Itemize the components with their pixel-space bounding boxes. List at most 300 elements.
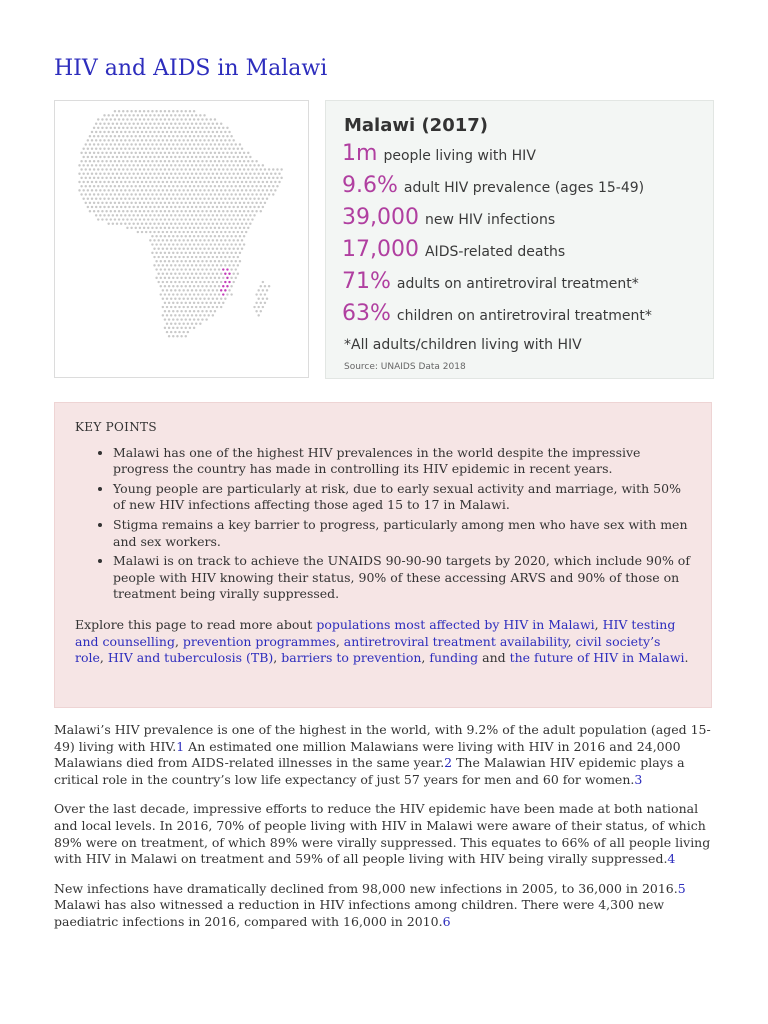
link-barriers[interactable]: barriers to prevention bbox=[281, 650, 422, 666]
map-dot bbox=[228, 147, 230, 149]
map-dot bbox=[143, 210, 145, 212]
map-dot bbox=[274, 181, 276, 183]
map-dot bbox=[185, 168, 187, 170]
map-dot bbox=[160, 227, 162, 229]
map-dot bbox=[118, 143, 120, 145]
map-dot bbox=[189, 260, 191, 262]
map-dot bbox=[164, 227, 166, 229]
map-dot bbox=[112, 172, 114, 174]
map-dot bbox=[147, 152, 149, 154]
map-dot bbox=[153, 264, 155, 266]
map-dot bbox=[162, 122, 164, 124]
map-dot bbox=[230, 143, 232, 145]
separator: . bbox=[684, 650, 689, 666]
map-dot bbox=[185, 260, 187, 262]
map-dot bbox=[122, 152, 124, 154]
map-dot bbox=[87, 181, 89, 183]
link-populations[interactable]: populations most affected by HIV in Malawi bbox=[316, 616, 595, 632]
map-dot bbox=[101, 118, 103, 120]
map-dot bbox=[160, 210, 162, 212]
map-dot bbox=[172, 335, 174, 337]
map-dot bbox=[199, 189, 201, 191]
map-dot bbox=[247, 218, 249, 220]
map-dot bbox=[85, 160, 87, 162]
map-dot bbox=[241, 172, 243, 174]
map-dot bbox=[132, 139, 134, 141]
map-dot bbox=[149, 172, 151, 174]
map-dot bbox=[170, 231, 172, 233]
link-funding[interactable]: funding bbox=[429, 650, 479, 666]
map-dot bbox=[130, 127, 132, 129]
map-dot bbox=[199, 181, 201, 183]
map-dot bbox=[226, 168, 228, 170]
map-dot bbox=[239, 160, 241, 162]
map-dot bbox=[126, 135, 128, 137]
map-dot bbox=[137, 122, 139, 124]
map-dot bbox=[232, 281, 234, 283]
map-dot bbox=[174, 331, 176, 333]
map-dot bbox=[116, 156, 118, 158]
map-dot bbox=[243, 227, 245, 229]
map-dot bbox=[149, 156, 151, 158]
map-dot bbox=[89, 160, 91, 162]
map-dot bbox=[251, 193, 253, 195]
map-dot bbox=[120, 189, 122, 191]
map-dot bbox=[174, 189, 176, 191]
map-dot bbox=[228, 131, 230, 133]
map-dot bbox=[85, 143, 87, 145]
map-dot bbox=[101, 160, 103, 162]
map-dot bbox=[197, 193, 199, 195]
map-dot bbox=[191, 139, 193, 141]
map-dot bbox=[180, 127, 182, 129]
footnote-ref-4[interactable]: 4 bbox=[667, 851, 676, 867]
map-dot bbox=[124, 114, 126, 116]
map-dot bbox=[243, 202, 245, 204]
map-dot bbox=[160, 135, 162, 137]
map-dot bbox=[235, 260, 237, 262]
map-dot bbox=[93, 152, 95, 154]
map-dot bbox=[187, 197, 189, 199]
map-dot bbox=[276, 168, 278, 170]
map-dot bbox=[205, 177, 207, 179]
map-dot bbox=[180, 260, 182, 262]
map-dot bbox=[178, 122, 180, 124]
footnote-ref-3[interactable]: 3 bbox=[634, 771, 643, 787]
map-dot bbox=[257, 189, 259, 191]
map-dot bbox=[170, 139, 172, 141]
link-tb[interactable]: HIV and tuberculosis (TB) bbox=[107, 650, 274, 666]
map-dot bbox=[185, 177, 187, 179]
map-dot bbox=[122, 135, 124, 137]
malawi-dot bbox=[224, 281, 226, 283]
map-dot bbox=[232, 264, 234, 266]
map-dot bbox=[126, 143, 128, 145]
map-dot bbox=[182, 206, 184, 208]
link-treatment[interactable]: antiretroviral treatment availability bbox=[343, 633, 568, 649]
map-dot bbox=[162, 297, 164, 299]
map-dot bbox=[164, 252, 166, 254]
map-dot bbox=[243, 193, 245, 195]
map-dot bbox=[239, 152, 241, 154]
map-dot bbox=[197, 277, 199, 279]
map-dot bbox=[243, 160, 245, 162]
map-dot bbox=[176, 135, 178, 137]
map-dot bbox=[178, 256, 180, 258]
map-dot bbox=[189, 160, 191, 162]
map-dot bbox=[137, 181, 139, 183]
map-dot bbox=[164, 293, 166, 295]
map-dot bbox=[226, 143, 228, 145]
map-dot bbox=[220, 264, 222, 266]
map-dot bbox=[257, 289, 259, 291]
map-dot bbox=[151, 210, 153, 212]
map-dot bbox=[216, 239, 218, 241]
map-dot bbox=[172, 193, 174, 195]
map-dot bbox=[224, 206, 226, 208]
text: New infections have dramatically declined from 98,000 new infections in 2005, to 36,000 in 2016. bbox=[54, 880, 678, 896]
map-dot bbox=[107, 172, 109, 174]
map-dot bbox=[222, 302, 224, 304]
map-dot bbox=[139, 210, 141, 212]
map-dot bbox=[170, 164, 172, 166]
map-dot bbox=[160, 193, 162, 195]
map-dot bbox=[174, 206, 176, 208]
map-dot bbox=[199, 264, 201, 266]
map-dot bbox=[147, 110, 149, 112]
map-dot bbox=[237, 231, 239, 233]
map-dot bbox=[105, 193, 107, 195]
map-dot bbox=[114, 160, 116, 162]
map-dot bbox=[228, 214, 230, 216]
link-testing[interactable]: HIV testing and counselling bbox=[75, 616, 676, 649]
map-dot bbox=[197, 252, 199, 254]
map-dot bbox=[174, 222, 176, 224]
map-dot bbox=[162, 314, 164, 316]
map-dot bbox=[124, 206, 126, 208]
map-dot bbox=[241, 231, 243, 233]
map-dot bbox=[191, 272, 193, 274]
map-dot bbox=[107, 131, 109, 133]
map-dot bbox=[199, 239, 201, 241]
map-dot bbox=[97, 185, 99, 187]
map-dot bbox=[145, 147, 147, 149]
map-dot bbox=[218, 260, 220, 262]
map-dot bbox=[82, 172, 84, 174]
map-dot bbox=[139, 202, 141, 204]
map-dot bbox=[255, 177, 257, 179]
map-dot bbox=[182, 331, 184, 333]
map-dot bbox=[216, 139, 218, 141]
map-dot bbox=[164, 310, 166, 312]
map-dot bbox=[157, 197, 159, 199]
map-dot bbox=[212, 297, 214, 299]
map-dot bbox=[245, 214, 247, 216]
map-dot bbox=[216, 172, 218, 174]
map-dot bbox=[228, 156, 230, 158]
map-dot bbox=[160, 143, 162, 145]
map-dot bbox=[153, 181, 155, 183]
map-dot bbox=[182, 181, 184, 183]
link-prevention[interactable]: prevention programmes bbox=[182, 633, 336, 649]
map-dot bbox=[135, 193, 137, 195]
map-dot bbox=[230, 252, 232, 254]
map-dot bbox=[210, 310, 212, 312]
map-dot bbox=[205, 235, 207, 237]
map-dot bbox=[195, 156, 197, 158]
map-dot bbox=[180, 327, 182, 329]
map-dot bbox=[262, 289, 264, 291]
map-dot bbox=[143, 193, 145, 195]
map-dot bbox=[126, 177, 128, 179]
footnote-ref-1[interactable]: 1 bbox=[176, 738, 185, 754]
map-dot bbox=[207, 239, 209, 241]
map-dot bbox=[101, 143, 103, 145]
map-dot bbox=[172, 152, 174, 154]
map-dot bbox=[126, 152, 128, 154]
map-dot bbox=[114, 168, 116, 170]
map-dot bbox=[110, 143, 112, 145]
map-dot bbox=[78, 172, 80, 174]
map-dot bbox=[130, 135, 132, 137]
map-dot bbox=[110, 202, 112, 204]
map-dot bbox=[164, 277, 166, 279]
map-dot bbox=[210, 252, 212, 254]
map-dot bbox=[172, 177, 174, 179]
map-dot bbox=[114, 152, 116, 154]
map-dot bbox=[162, 214, 164, 216]
map-dot bbox=[182, 131, 184, 133]
map-dot bbox=[203, 122, 205, 124]
map-dot bbox=[135, 168, 137, 170]
map-dot bbox=[147, 118, 149, 120]
link-civil-society[interactable]: civil society’s role bbox=[75, 633, 661, 666]
map-dot bbox=[241, 181, 243, 183]
map-dot bbox=[168, 185, 170, 187]
map-dot bbox=[268, 168, 270, 170]
map-dot bbox=[199, 172, 201, 174]
map-dot bbox=[195, 139, 197, 141]
map-dot bbox=[95, 172, 97, 174]
map-dot bbox=[195, 306, 197, 308]
footnote-ref-6[interactable]: 6 bbox=[442, 913, 451, 929]
map-dot bbox=[187, 156, 189, 158]
map-dot bbox=[93, 127, 95, 129]
map-dot bbox=[237, 247, 239, 249]
map-dot bbox=[191, 164, 193, 166]
map-dot bbox=[214, 252, 216, 254]
map-dot bbox=[243, 243, 245, 245]
map-dot bbox=[199, 247, 201, 249]
map-dot bbox=[205, 252, 207, 254]
map-dot bbox=[137, 189, 139, 191]
map-dot bbox=[164, 110, 166, 112]
map-dot bbox=[147, 168, 149, 170]
map-dot bbox=[124, 147, 126, 149]
map-dot bbox=[103, 122, 105, 124]
map-dot bbox=[135, 227, 137, 229]
map-dot bbox=[120, 214, 122, 216]
map-dot bbox=[185, 227, 187, 229]
map-dot bbox=[262, 206, 264, 208]
map-dot bbox=[170, 214, 172, 216]
map-dot bbox=[230, 243, 232, 245]
map-dot bbox=[137, 214, 139, 216]
map-dot bbox=[235, 143, 237, 145]
footnote-ref-2[interactable]: 2 bbox=[444, 755, 453, 771]
map-dot bbox=[157, 189, 159, 191]
map-dot bbox=[218, 143, 220, 145]
link-future[interactable]: the future of HIV in Malawi bbox=[509, 650, 685, 666]
map-dot bbox=[280, 177, 282, 179]
map-dot bbox=[118, 118, 120, 120]
map-dot bbox=[122, 218, 124, 220]
map-dot bbox=[249, 197, 251, 199]
map-dot bbox=[178, 272, 180, 274]
map-dot bbox=[155, 202, 157, 204]
map-dot bbox=[191, 247, 193, 249]
map-dot bbox=[187, 206, 189, 208]
map-dot bbox=[201, 252, 203, 254]
stats-footnote: *All adults/children living with HIV bbox=[344, 337, 582, 353]
map-dot bbox=[216, 189, 218, 191]
map-dot bbox=[226, 160, 228, 162]
map-dot bbox=[110, 160, 112, 162]
map-dot bbox=[107, 147, 109, 149]
map-dot bbox=[116, 131, 118, 133]
map-dot bbox=[166, 197, 168, 199]
map-dot bbox=[230, 235, 232, 237]
map-dot bbox=[166, 147, 168, 149]
map-dot bbox=[230, 193, 232, 195]
map-dot bbox=[176, 277, 178, 279]
stat-value: 63% bbox=[342, 301, 391, 326]
map-dot bbox=[187, 164, 189, 166]
map-dot bbox=[220, 222, 222, 224]
map-dot bbox=[218, 277, 220, 279]
map-dot bbox=[101, 135, 103, 137]
map-dot bbox=[151, 118, 153, 120]
map-dot bbox=[197, 160, 199, 162]
map-dot bbox=[193, 268, 195, 270]
map-dot bbox=[226, 243, 228, 245]
map-dot bbox=[232, 206, 234, 208]
map-dot bbox=[218, 135, 220, 137]
map-dot bbox=[157, 164, 159, 166]
map-dot bbox=[260, 185, 262, 187]
map-dot bbox=[272, 185, 274, 187]
footnote-ref-5[interactable]: 5 bbox=[677, 880, 686, 896]
map-dot bbox=[147, 127, 149, 129]
map-dot bbox=[251, 218, 253, 220]
map-dot bbox=[187, 264, 189, 266]
map-dot bbox=[210, 177, 212, 179]
map-dot bbox=[147, 227, 149, 229]
map-dot bbox=[178, 181, 180, 183]
map-dot bbox=[201, 202, 203, 204]
map-dot bbox=[182, 306, 184, 308]
map-dot bbox=[207, 131, 209, 133]
map-dot bbox=[199, 197, 201, 199]
map-dot bbox=[203, 156, 205, 158]
map-dot bbox=[199, 314, 201, 316]
map-dot bbox=[216, 147, 218, 149]
map-dot bbox=[205, 277, 207, 279]
map-dot bbox=[103, 189, 105, 191]
map-dot bbox=[189, 227, 191, 229]
map-dot bbox=[126, 210, 128, 212]
map-dot bbox=[232, 239, 234, 241]
map-dot bbox=[168, 310, 170, 312]
article-body bbox=[54, 722, 714, 944]
map-dot bbox=[164, 260, 166, 262]
map-dot bbox=[205, 227, 207, 229]
map-dot bbox=[205, 218, 207, 220]
map-dot bbox=[124, 197, 126, 199]
map-dot bbox=[237, 197, 239, 199]
map-dot bbox=[137, 131, 139, 133]
map-dot bbox=[145, 214, 147, 216]
map-dot bbox=[160, 177, 162, 179]
map-dot bbox=[195, 206, 197, 208]
map-dot bbox=[153, 189, 155, 191]
map-dot bbox=[207, 314, 209, 316]
map-dot bbox=[203, 306, 205, 308]
map-dot bbox=[195, 189, 197, 191]
map-dot bbox=[107, 156, 109, 158]
map-dot bbox=[185, 277, 187, 279]
map-dot bbox=[82, 197, 84, 199]
map-dot bbox=[178, 297, 180, 299]
map-dot bbox=[160, 152, 162, 154]
map-dot bbox=[89, 210, 91, 212]
map-dot bbox=[264, 302, 266, 304]
map-dot bbox=[178, 172, 180, 174]
map-dot bbox=[176, 185, 178, 187]
malawi-dot bbox=[222, 293, 224, 295]
map-dot bbox=[249, 222, 251, 224]
map-dot bbox=[216, 256, 218, 258]
map-dot bbox=[141, 181, 143, 183]
map-dot bbox=[132, 122, 134, 124]
map-dot bbox=[126, 127, 128, 129]
map-dot bbox=[162, 172, 164, 174]
map-dot bbox=[230, 210, 232, 212]
map-dot bbox=[180, 193, 182, 195]
map-dot bbox=[162, 147, 164, 149]
map-dot bbox=[149, 239, 151, 241]
map-dot bbox=[214, 235, 216, 237]
map-dot bbox=[147, 193, 149, 195]
map-dot bbox=[180, 185, 182, 187]
map-dot bbox=[210, 118, 212, 120]
map-dot bbox=[218, 193, 220, 195]
map-dot bbox=[172, 302, 174, 304]
map-dot bbox=[174, 231, 176, 233]
map-dot bbox=[264, 177, 266, 179]
map-dot bbox=[185, 218, 187, 220]
map-dot bbox=[107, 189, 109, 191]
map-dot bbox=[164, 210, 166, 212]
map-dot bbox=[149, 114, 151, 116]
map-dot bbox=[216, 289, 218, 291]
map-dot bbox=[191, 181, 193, 183]
map-dot bbox=[132, 214, 134, 216]
key-points-title: KEY POINTS bbox=[75, 420, 157, 434]
map-dot bbox=[166, 297, 168, 299]
map-dot bbox=[145, 222, 147, 224]
map-dot bbox=[114, 185, 116, 187]
